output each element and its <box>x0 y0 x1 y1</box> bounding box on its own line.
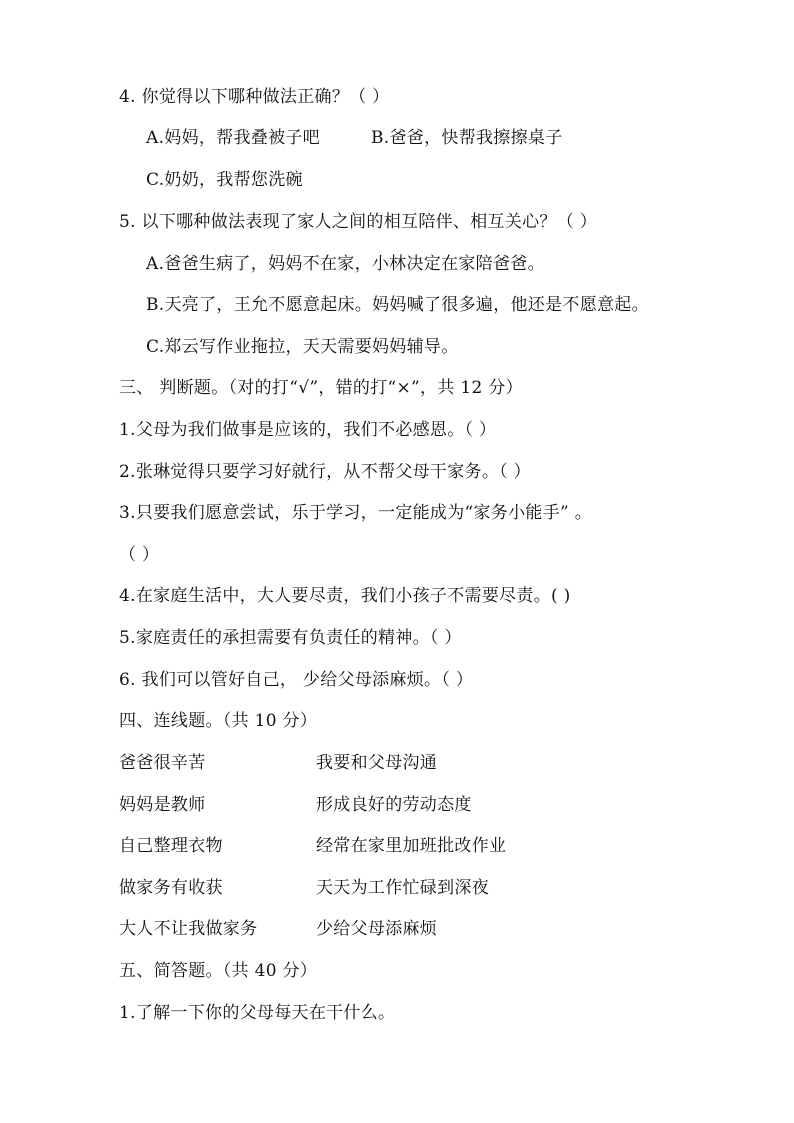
match-right-3: 经常在家里加班批改作业 <box>316 836 507 856</box>
q5-option-c: C.郑云写作业拖拉，天天需要妈妈辅导。 <box>146 337 459 357</box>
short-answer-1: 1.了解一下你的父母每天在干什么。 <box>119 1003 396 1023</box>
match-left-2: 妈妈是教师 <box>119 795 206 815</box>
match-right-2: 形成良好的劳动态度 <box>316 795 472 815</box>
section4-title: 四、连线题。（共 10 分） <box>119 711 318 731</box>
match-left-4: 做家务有收获 <box>119 878 223 898</box>
section3-title: 三、 判断题。（对的打“√”，错的打“×”，共 12 分） <box>119 378 523 398</box>
match-left-5: 大人不让我做家务 <box>119 919 258 939</box>
match-right-1: 我要和父母沟通 <box>316 753 438 773</box>
judge-item-2: 2.张琳觉得只要学习好就行，从不帮父母干家务。（ ） <box>119 462 531 482</box>
q4-option-a: A.妈妈，帮我叠被子吧 <box>146 128 320 148</box>
q5-stem: 5. 以下哪种做法表现了家人之间的相互陪伴、相互关心？（ ） <box>119 212 598 232</box>
judge-item-3: 3.只要我们愿意尝试，乐于学习，一定能成为“家务小能手” 。 <box>119 503 593 523</box>
match-right-5: 少给父母添麻烦 <box>316 919 438 939</box>
match-left-3: 自己整理衣物 <box>119 836 223 856</box>
judge-item-1: 1.父母为我们做事是应该的，我们不必感恩。（ ） <box>119 420 497 440</box>
judge-item-4: 4.在家庭生活中，大人要尽责，我们小孩子不需要尽责。( ) <box>119 586 571 606</box>
q5-option-b: B.天亮了，王允不愿意起床。妈妈喊了很多遍，他还是不愿意起。 <box>146 295 649 315</box>
judge-item-3-blank: （ ） <box>119 545 160 565</box>
judge-item-6: 6. 我们可以管好自己， 少给父母添麻烦。（ ） <box>119 670 474 690</box>
match-right-4: 天天为工作忙碌到深夜 <box>316 878 489 898</box>
q4-stem: 4. 你觉得以下哪种做法正确？（ ） <box>119 87 390 107</box>
judge-item-5: 5.家庭责任的承担需要有负责任的精神。（ ） <box>119 628 462 648</box>
section5-title: 五、简答题。（共 40 分） <box>119 961 318 981</box>
match-left-1: 爸爸很辛苦 <box>119 753 206 773</box>
q4-option-c: C.奶奶，我帮您洗碗 <box>146 170 303 190</box>
q4-option-b: B.爸爸，快帮我擦擦桌子 <box>371 128 563 148</box>
q5-option-a: A.爸爸生病了，妈妈不在家，小林决定在家陪爸爸。 <box>146 254 545 274</box>
